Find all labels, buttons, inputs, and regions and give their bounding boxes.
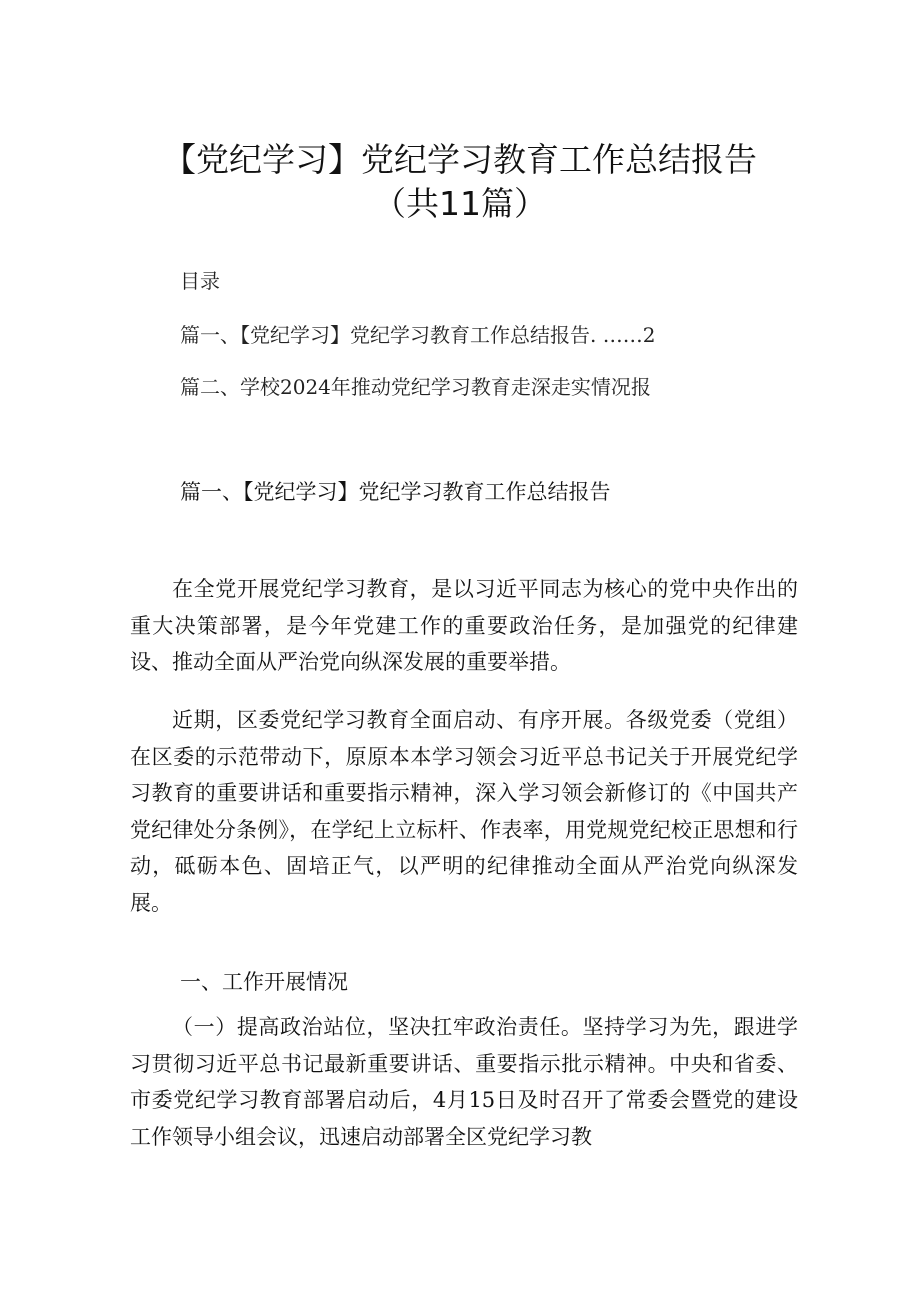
toc-item: 篇一、【党纪学习】党纪学习教育工作总结报告. ……2 — [180, 323, 656, 347]
document-title-line-1: 【党纪学习】党纪学习教育工作总结报告 — [163, 140, 757, 179]
article-heading: 篇一、【党纪学习】党纪学习教育工作总结报告 — [180, 480, 611, 504]
body-paragraph: 近期，区委党纪学习教育全面启动、有序开展。各级党委（党组）在区委的示范带动下，原原本本学习领会习近平总书记关于开展党纪学习教育的重要讲话和重要指示精神，深入学习领会新修订的《中国共产党纪律处分条例》，在学纪上立标杆、作表率，用党规党纪校正思想和行动，砥砺本色、固培正气，以严明的纪律推动全面从严治党向纵深发展。 — [130, 708, 798, 915]
toc-item: 篇二、学校2024年推动党纪学习教育走深走实情况报 — [180, 375, 651, 399]
body-paragraph: （一）提高政治站位，坚决扛牢政治责任。坚持学习为先，跟进学习贯彻习近平总书记最新重要讲话、重要指示批示精神。中央和省委、市委党纪学习教育部署启动后，4月15日及时召开了常委会暨党的建设工作领导小组会议，迅速启动部署全区党纪学习教 — [130, 1015, 798, 1149]
body-paragraph: 在全党开展党纪学习教育，是以习近平同志为核心的党中央作出的重大决策部署，是今年党建工作的重要政治任务，是加强党的纪律建设、推动全面从严治党向纵深发展的重要举措。 — [130, 577, 798, 674]
toc-heading: 目录 — [180, 269, 220, 293]
document-title-line-2: （共11篇） — [373, 184, 547, 223]
section-heading: 一、工作开展情况 — [180, 970, 348, 994]
